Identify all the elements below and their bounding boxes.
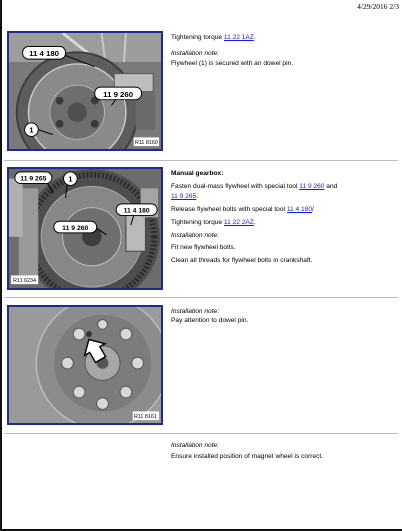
installation-note-label: Installation note:	[171, 232, 220, 240]
torque-line: Tightening torque 11 22 1AZ.	[171, 34, 256, 41]
page-date-header: 4/29/2016 2/3	[357, 2, 399, 11]
svg-text:11 9 260: 11 9 260	[103, 89, 134, 99]
callout-label-11-9-265	[15, 172, 52, 184]
callout-label-11-9-260	[54, 221, 97, 233]
tool-link-11-9-260[interactable]: 11 9 260	[299, 183, 325, 191]
section-divider	[4, 433, 398, 434]
svg-text:1: 1	[29, 125, 34, 135]
figure-ref-code: R11 8160	[134, 140, 158, 147]
figure-flywheel-tool	[7, 31, 163, 151]
callout-number-1	[64, 172, 78, 186]
installation-note-text: Clean all threads for flywheel bolts in crankshaft.	[171, 257, 313, 265]
tool-link-11-4-180[interactable]: 11 4 180	[286, 205, 313, 213]
installation-note-text: Ensure installed position of magnet wheel is correct.	[171, 453, 324, 461]
step-1-text	[171, 33, 393, 68]
installation-note-text: Pay attention to dowel pin.	[171, 317, 249, 325]
step-2-text	[171, 169, 393, 265]
svg-text:11 4 180: 11 4 180	[123, 207, 150, 215]
installation-note-label: Installation note:	[171, 308, 220, 315]
section-divider	[4, 297, 398, 298]
section-heading-manual-gearbox: Manual gearbox:	[171, 170, 224, 177]
tool-link-11-9-265[interactable]: 11 9 265	[171, 192, 197, 200]
torque-line: Tightening torque 11 22 2AZ.	[171, 219, 256, 227]
installation-note-label: Installation note:	[171, 442, 220, 449]
callout-label-11-4-180	[23, 47, 66, 60]
svg-text:1: 1	[68, 174, 73, 184]
figure-dowel-pin	[7, 305, 163, 425]
installation-note-text: Flywheel (1) is secured with an dowel pin.	[171, 59, 294, 67]
figure-ref-code: R11 8161	[134, 414, 157, 421]
step-4-text	[171, 441, 393, 462]
installation-note-label: Installation note:	[171, 50, 220, 58]
installation-note-text: Fit new flywheel bolts.	[171, 243, 236, 251]
svg-text:11 9 265: 11 9 265	[20, 175, 47, 183]
torque-link-11-22-2az[interactable]: 11 22 2AZ	[223, 219, 254, 227]
torque-link-11-22-1az[interactable]: 11 22 1AZ	[223, 34, 254, 41]
callout-label-11-9-260	[95, 87, 142, 100]
svg-text:11 4 180: 11 4 180	[29, 49, 60, 59]
fasten-instruction: Fasten dual-mass flywheel with special tool 11 9 260 and 11 9 265.	[171, 183, 338, 200]
callout-number-1	[25, 123, 39, 137]
section-divider	[4, 160, 398, 161]
svg-text:11 9 260: 11 9 260	[62, 224, 89, 232]
step-3-text	[171, 307, 393, 326]
figure-manual-gearbox-flywheel	[7, 167, 163, 290]
callout-label-11-4-180	[116, 204, 157, 216]
release-instruction: Release flywheel bolts with special tool 11 4 180/	[171, 205, 314, 213]
figure-ref-code: R11 6234	[13, 278, 36, 285]
